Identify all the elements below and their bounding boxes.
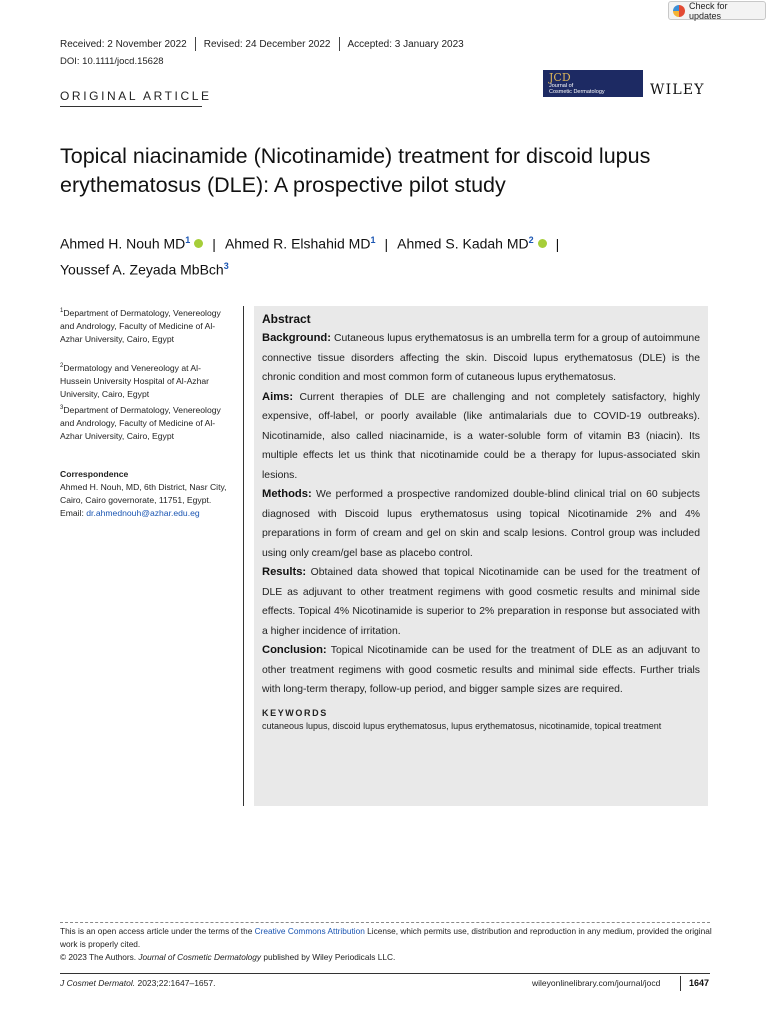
affiliation-number: 2 bbox=[60, 363, 64, 369]
journal-logo-line1: Journal of bbox=[549, 83, 574, 89]
author-affiliation-ref[interactable]: 1 bbox=[185, 235, 191, 245]
author-list: Ahmed H. Nouh $MD^1$ | Ahmed R. Elshahid $MD^1$ | Ahmed S. Kadah $MD^2$ | Youssef A. Zeyada MbBch$^3$ bbox=[60, 235, 560, 278]
section-text: Obtained data showed that topical Nicotinamide can be used for the treatment of DLE as adjuvant to other treatment regimens with good cosmetic results and minimal side effects. Topical 4% Nicotinamide is superior to 2% preparation in response but associated with a higher incidence of irritation. bbox=[262, 567, 700, 637]
license-text: This is an open access article under the terms of the bbox=[60, 926, 255, 936]
article-type-underline bbox=[60, 106, 202, 107]
citation-journal: J Cosmet Dermatol. bbox=[60, 978, 136, 988]
section-text: Topical Nicotinamide can be used for the treatment of DLE as an adjuvant to other treatment regimens with good cosmetic results and minimal side effects. Further trials with long-term therapy, follow-up period, and bigger sample sizes are required. bbox=[262, 645, 700, 695]
abstract-heading: Abstract bbox=[262, 312, 311, 326]
license-text: License, which permits use, distribution and reproduction in any medium, provided the original work is properly cited. bbox=[60, 926, 712, 949]
orcid-icon[interactable] bbox=[194, 239, 203, 248]
section-label: Conclusion: bbox=[262, 644, 327, 656]
affiliation-number: 1 bbox=[60, 308, 64, 314]
correspondence-email-row bbox=[60, 507, 228, 520]
affiliation-text: Dermatology and Venereology at Al-Hussein University Hospital of Al-Azhar University, Cairo, Egypt bbox=[60, 362, 210, 399]
author-affiliation-ref[interactable]: 3 bbox=[223, 260, 229, 271]
keywords-list: cutaneous lupus, discoid lupus erythematosus, lupus erythematosus, nicotinamide, topical treatment bbox=[262, 720, 662, 731]
page-number: 1647 bbox=[689, 978, 710, 988]
page-number-divider bbox=[680, 976, 681, 991]
license-link[interactable]: Creative Commons Attribution bbox=[254, 926, 365, 936]
affiliation-text: Department of Dermatology, Venereology and Andrology, Faculty of Medicine of Al-Azhar University, Cairo, Egypt bbox=[60, 404, 221, 441]
accepted-date: Accepted: 3 January 2023 bbox=[347, 38, 464, 50]
author-name[interactable]: Ahmed H. Nouh MD bbox=[60, 235, 186, 252]
article-type: ORIGINAL ARTICLE bbox=[60, 89, 212, 103]
copyright-text: © 2023 The Authors. bbox=[60, 952, 139, 962]
orcid-icon[interactable] bbox=[538, 239, 547, 248]
publication-dates bbox=[60, 37, 464, 51]
affiliation-text: Department of Dermatology, Venereology and Andrology, Faculty of Medicine of Al-Azhar University, Cairo, Egypt bbox=[60, 307, 221, 344]
correspondence bbox=[60, 468, 228, 520]
doi: DOI: 10.1111/jocd.15628 bbox=[60, 56, 164, 67]
license-note bbox=[60, 925, 720, 964]
email-label: Email: bbox=[60, 508, 84, 518]
email-link[interactable]: dr.ahmednouh@azhar.edu.eg bbox=[86, 508, 200, 518]
section-text: Current therapies of DLE are challenging and not completely satisfactory, highly expensive, off-label, or poorly available (like antimalarials due to COVID-19 outbreaks). Nicotinamide, also called niacinamide, is a water-soluble form of vitamin B3 (niacin). Its multiple effects let us think that nicotinamide could be a therapy for lupus-associated skin lesions. bbox=[262, 391, 700, 481]
affiliation-1 bbox=[60, 305, 228, 346]
abstract-results bbox=[262, 563, 700, 641]
author-name[interactable]: Youssef A. Zeyada MbBch bbox=[60, 261, 224, 278]
author-name[interactable]: Ahmed S. Kadah MD bbox=[397, 235, 529, 252]
abstract-aims bbox=[262, 388, 700, 486]
section-text: Cutaneous lupus erythematosus is an umbrella term for a group of autoimmune connective tissue disorders affecting the skin. Discoid lupus erythematosus (DLE) is the chronic condition and most common form of cutaneous lupus erythematosus. bbox=[262, 333, 700, 383]
license-statement bbox=[60, 925, 720, 951]
received-date: Received: 2 November 2022 bbox=[60, 38, 187, 50]
copyright-text: published by Wiley Periodicals LLC. bbox=[261, 952, 396, 962]
copyright-journal: Journal of Cosmetic Dermatology bbox=[138, 952, 262, 962]
section-label: Aims: bbox=[262, 390, 294, 403]
section-text: We performed a prospective randomized double-blind clinical trial on 60 subjects diagnosed with Discoid lupus erythematosus using topical Nicotinamide 2% and 4% preparations in form of cream and gel on skin and scalp lesions. Control group was included using only cream/gel base as placebo control. bbox=[262, 489, 700, 559]
section-label: Methods: bbox=[262, 488, 312, 500]
date-divider bbox=[339, 37, 340, 51]
footer-rule bbox=[60, 973, 710, 974]
journal-logo bbox=[543, 70, 643, 97]
article-title: Topical niacinamide (Nicotinamide) treatment for discoid lupus erythematosus (DLE): A prospective pilot study bbox=[60, 144, 651, 197]
section-label: Results: bbox=[262, 566, 307, 578]
journal-logo-line2: Cosmetic Dermatology bbox=[549, 89, 605, 95]
abstract-methods bbox=[262, 485, 700, 563]
check-for-updates-button[interactable] bbox=[668, 1, 766, 20]
affiliation-3 bbox=[60, 402, 228, 443]
correspondence-heading: Correspondence bbox=[60, 469, 129, 479]
journal-url[interactable]: wileyonlinelibrary.com/journal/jocd bbox=[532, 978, 661, 988]
keywords-heading: KEYWORDS bbox=[262, 707, 328, 718]
crossmark-icon bbox=[673, 5, 685, 17]
abstract-conclusion bbox=[262, 641, 700, 700]
citation-details: 2023;22:1647–1657. bbox=[135, 978, 216, 988]
author-name[interactable]: Ahmed R. Elshahid MD bbox=[224, 235, 371, 252]
citation bbox=[60, 978, 215, 988]
abstract-box bbox=[254, 306, 708, 806]
check-for-updates-label: Check for updates bbox=[689, 0, 728, 21]
correspondence-address: Ahmed H. Nouh, MD, 6th District, Nasr City, Cairo, Cairo governorate, 11751, Egypt. bbox=[60, 482, 227, 505]
footer-divider bbox=[60, 922, 710, 923]
copyright-statement bbox=[60, 951, 720, 964]
date-divider bbox=[195, 37, 196, 51]
revised-date: Revised: 24 December 2022 bbox=[203, 38, 331, 50]
publisher-logo: WILEY bbox=[650, 82, 705, 98]
section-label: Background: bbox=[262, 332, 331, 344]
affiliation-number: 3 bbox=[60, 405, 64, 411]
affiliation-2 bbox=[60, 360, 228, 401]
journal-logo-abbrev: JCD bbox=[549, 71, 571, 84]
author-affiliation-ref[interactable]: 1 bbox=[370, 235, 376, 245]
abstract-divider bbox=[243, 306, 244, 806]
abstract-background bbox=[262, 329, 700, 388]
author-affiliation-ref[interactable]: 2 bbox=[528, 235, 534, 245]
